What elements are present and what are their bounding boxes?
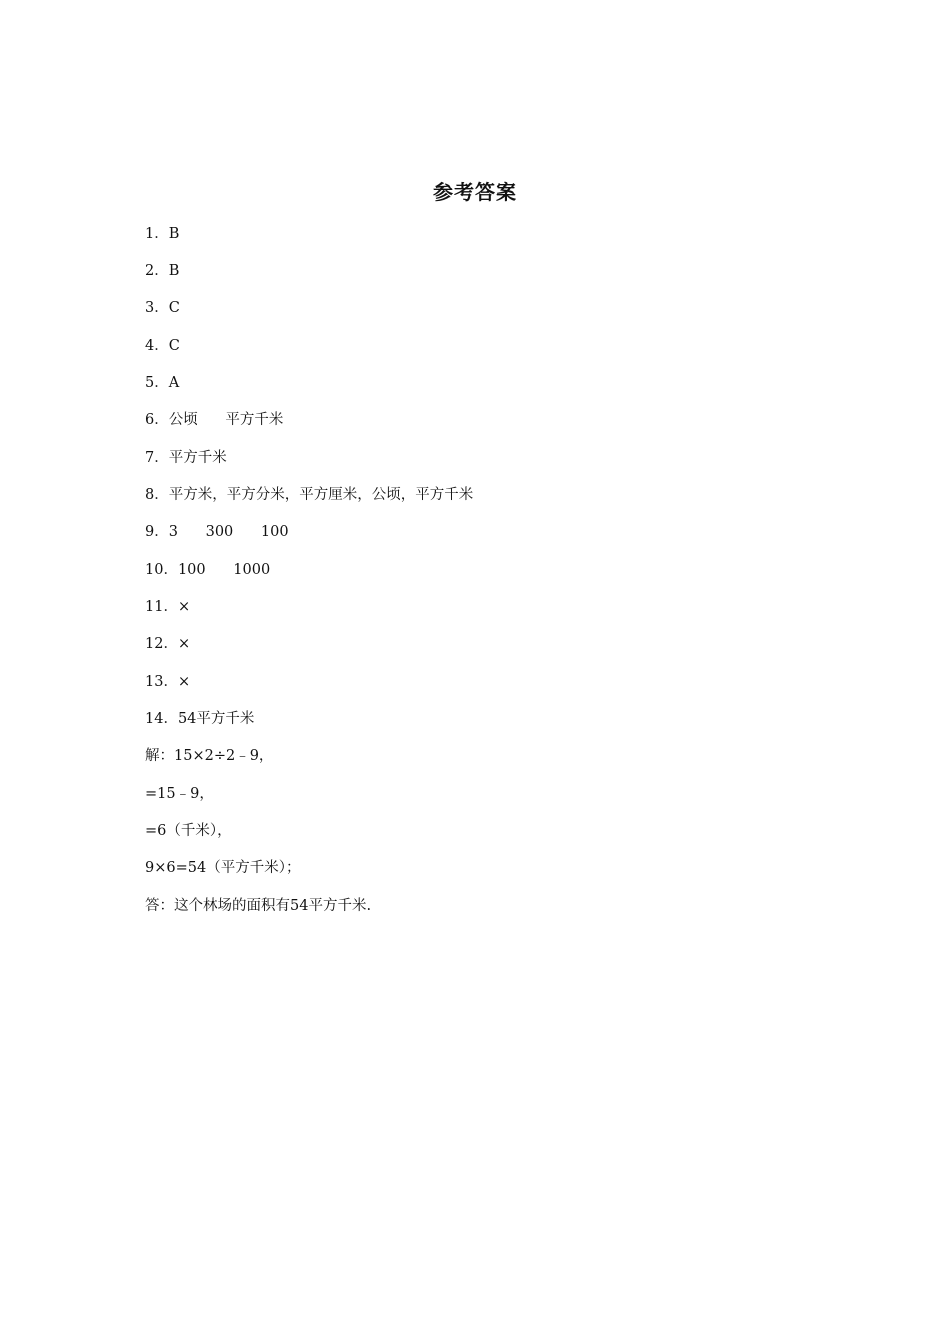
answer-10: 10．100 1000: [145, 562, 271, 578]
answer-2: 2．B: [145, 263, 180, 279]
solution-line-2: =15﹣9，: [145, 786, 214, 802]
answer-8: 8．平方米，平方分米，平方厘米，公顷，平方千米: [145, 487, 474, 503]
solution-answer: 答：这个林场的面积有54平方千米.: [145, 898, 372, 914]
solution-line-1: 解：15×2÷2﹣9，: [145, 748, 274, 764]
answer-1: 1．B: [145, 226, 180, 242]
answer-3: 3．C: [145, 300, 180, 316]
answer-6: 6．公顷 平方千米: [145, 412, 284, 428]
answer-13: 13．×: [145, 674, 191, 690]
answer-7: 7．平方千米: [145, 450, 227, 466]
answer-11: 11．×: [145, 599, 191, 615]
answer-5: 5．A: [145, 375, 180, 391]
solution-line-3: =6（千米），: [145, 823, 232, 839]
solution-line-4: 9×6=54（平方千米）；: [145, 860, 301, 876]
answer-12: 12．×: [145, 636, 191, 652]
page-title: 参考答案: [433, 180, 517, 204]
answer-9: 9．3 300 100: [145, 524, 289, 540]
answer-4: 4．C: [145, 338, 180, 354]
answer-14: 14．54平方千米: [145, 711, 255, 727]
